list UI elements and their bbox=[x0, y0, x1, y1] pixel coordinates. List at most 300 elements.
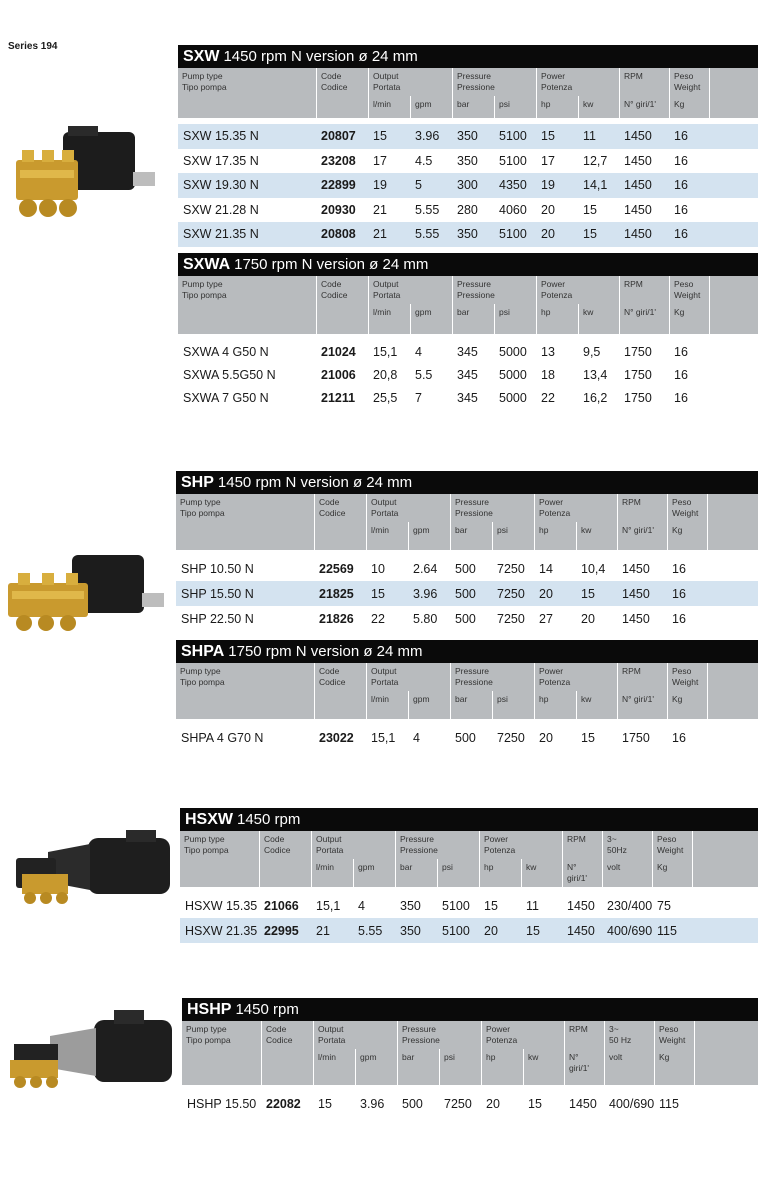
header-pump bbox=[176, 663, 314, 691]
header-code-line: Codice bbox=[264, 845, 291, 855]
header-power-line: Power bbox=[541, 71, 566, 81]
value-cell: 5 bbox=[415, 178, 422, 193]
units-row bbox=[176, 691, 758, 719]
value-cell: 345 bbox=[457, 367, 478, 382]
value-cell: 500 bbox=[455, 611, 476, 626]
header-pump-line: Pump type bbox=[180, 666, 221, 676]
table-row bbox=[178, 363, 758, 386]
header-code-line: Codice bbox=[319, 677, 346, 687]
header-pressure bbox=[450, 663, 534, 691]
unit-label: kw bbox=[578, 96, 619, 118]
header-output-line: Output bbox=[316, 834, 342, 844]
value-cell: 1750 bbox=[624, 367, 652, 382]
header-code-line: Codice bbox=[266, 1035, 293, 1045]
header-pump bbox=[180, 831, 259, 859]
value-cell: 400/690 bbox=[609, 1096, 654, 1111]
unit-label: kw bbox=[576, 691, 617, 719]
unit-label: N° giri/1' bbox=[619, 96, 669, 118]
shp-table bbox=[176, 471, 758, 631]
header-power-line: Power bbox=[539, 497, 564, 507]
value-cell: 2.64 bbox=[413, 561, 438, 576]
header-pump-line: Pump type bbox=[182, 71, 223, 81]
code-cell: 21825 bbox=[319, 586, 354, 601]
pump-type-cell: SXWA 7 G50 N bbox=[183, 390, 269, 405]
header-output bbox=[368, 276, 452, 304]
table-row bbox=[178, 124, 758, 149]
unit-label: hp bbox=[534, 522, 576, 550]
table-row bbox=[176, 556, 758, 581]
value-cell: 15,1 bbox=[371, 730, 396, 745]
header-volt bbox=[604, 1021, 654, 1049]
value-cell: 16 bbox=[674, 153, 688, 168]
code-cell: 21826 bbox=[319, 611, 354, 626]
hsxw-table bbox=[180, 808, 758, 943]
header-weight-line: Peso bbox=[659, 1024, 679, 1034]
units-blank bbox=[180, 859, 259, 887]
units-blank bbox=[316, 96, 368, 118]
code-cell: 23208 bbox=[321, 153, 356, 168]
header-pressure bbox=[397, 1021, 481, 1049]
header-pump-line: Tipo pompa bbox=[182, 82, 227, 92]
header-weight bbox=[654, 1021, 694, 1049]
unit-label: bar bbox=[395, 859, 437, 887]
value-cell: 1450 bbox=[622, 586, 650, 601]
header-power bbox=[534, 494, 617, 522]
header-output-line: Output bbox=[371, 497, 397, 507]
value-cell: 15 bbox=[583, 202, 597, 217]
header-weight-line: Weight bbox=[672, 508, 699, 518]
value-cell: 20 bbox=[484, 923, 498, 938]
value-cell: 11 bbox=[526, 898, 539, 913]
table-row bbox=[178, 173, 758, 198]
header-pump-line: Tipo pompa bbox=[180, 677, 225, 687]
value-cell: 15 bbox=[581, 586, 595, 601]
unit-label: hp bbox=[536, 96, 578, 118]
value-cell: 7 bbox=[415, 390, 422, 405]
unit-label: gpm bbox=[408, 691, 450, 719]
header-code bbox=[314, 494, 366, 522]
pump-shp-image bbox=[2, 545, 167, 645]
header-rpm bbox=[564, 1021, 604, 1049]
pump-type-cell: SXW 15.35 N bbox=[183, 129, 259, 144]
code-cell: 23022 bbox=[319, 730, 354, 745]
unit-label: l/min bbox=[311, 859, 353, 887]
value-cell: 1450 bbox=[624, 178, 652, 193]
header-weight-line: Weight bbox=[657, 845, 684, 855]
header-pressure-line: Pressione bbox=[400, 845, 438, 855]
table-row bbox=[176, 606, 758, 631]
header-pressure-line: Pressione bbox=[457, 82, 495, 92]
section-title-model: SXWA bbox=[183, 256, 231, 273]
unit-label: gpm bbox=[410, 96, 452, 118]
pump-type-cell: SXW 17.35 N bbox=[183, 153, 259, 168]
table-header bbox=[178, 68, 758, 96]
value-cell: 12,7 bbox=[583, 153, 608, 168]
table-row bbox=[180, 893, 758, 918]
value-cell: 7250 bbox=[444, 1096, 472, 1111]
value-cell: 19 bbox=[373, 178, 387, 193]
header-code-line: Code bbox=[321, 71, 342, 81]
unit-label: hp bbox=[481, 1049, 523, 1085]
header-power bbox=[534, 663, 617, 691]
unit-label: volt bbox=[602, 859, 652, 887]
value-cell: 1750 bbox=[622, 730, 650, 745]
header-code-line: Code bbox=[321, 279, 342, 289]
table-row bbox=[180, 918, 758, 943]
header-pump-line: Pump type bbox=[180, 497, 221, 507]
value-cell: 15 bbox=[541, 129, 555, 144]
value-cell: 3.96 bbox=[360, 1096, 385, 1111]
unit-label: bar bbox=[452, 304, 494, 334]
table-row bbox=[178, 198, 758, 223]
value-cell: 1450 bbox=[622, 611, 650, 626]
section-title-model: SXW bbox=[183, 48, 220, 65]
value-cell: 16 bbox=[674, 390, 688, 405]
header-power-line: Power bbox=[541, 279, 566, 289]
unit-label: bar bbox=[450, 691, 492, 719]
header-pressure-line: Pressione bbox=[457, 290, 495, 300]
value-cell: 10 bbox=[371, 561, 385, 576]
value-cell: 1450 bbox=[567, 923, 595, 938]
header-pressure-line: Pressure bbox=[455, 666, 490, 676]
table-header bbox=[180, 831, 758, 859]
units-blank bbox=[261, 1049, 313, 1085]
header-power bbox=[481, 1021, 564, 1049]
unit-label: bar bbox=[450, 522, 492, 550]
unit-label: Kg bbox=[667, 691, 707, 719]
header-code bbox=[259, 831, 311, 859]
header-volt-line: 50Hz bbox=[607, 845, 627, 855]
header-output-line: Output bbox=[318, 1024, 344, 1034]
value-cell: 5.80 bbox=[413, 611, 438, 626]
header-rpm-line: RPM bbox=[622, 497, 641, 507]
sxwa-title bbox=[178, 253, 758, 276]
unit-label: l/min bbox=[368, 304, 410, 334]
header-power-line: Potenza bbox=[541, 290, 573, 300]
unit-label: gpm bbox=[410, 304, 452, 334]
unit-label: psi bbox=[492, 691, 534, 719]
header-pump-line: Tipo pompa bbox=[184, 845, 229, 855]
value-cell: 16 bbox=[674, 227, 688, 242]
value-cell: 16 bbox=[672, 611, 686, 626]
header-weight bbox=[669, 276, 709, 304]
value-cell: 3.96 bbox=[413, 586, 438, 601]
table-row bbox=[178, 386, 758, 409]
units-filler bbox=[709, 96, 758, 118]
header-code bbox=[316, 68, 368, 96]
units-row bbox=[178, 96, 758, 118]
value-cell: 350 bbox=[400, 923, 421, 938]
value-cell: 19 bbox=[541, 178, 555, 193]
unit-label: psi bbox=[439, 1049, 481, 1085]
value-cell: 4 bbox=[415, 344, 422, 359]
code-cell: 22995 bbox=[264, 923, 299, 938]
value-cell: 1450 bbox=[624, 153, 652, 168]
code-cell: 20930 bbox=[321, 202, 356, 217]
header-power-line: Potenza bbox=[539, 677, 571, 687]
unit-label: bar bbox=[452, 96, 494, 118]
header-output bbox=[368, 68, 452, 96]
units-blank bbox=[182, 1049, 261, 1085]
header-power-line: Power bbox=[486, 1024, 511, 1034]
header-output bbox=[313, 1021, 397, 1049]
header-weight-line: Weight bbox=[672, 677, 699, 687]
header-filler bbox=[694, 1021, 758, 1049]
header-filler bbox=[709, 276, 758, 304]
header-power-line: Potenza bbox=[541, 82, 573, 92]
header-code-line: Codice bbox=[321, 290, 348, 300]
value-cell: 16 bbox=[674, 367, 688, 382]
units-blank bbox=[178, 96, 316, 118]
value-cell: 3.96 bbox=[415, 129, 440, 144]
value-cell: 22 bbox=[371, 611, 385, 626]
value-cell: 345 bbox=[457, 344, 478, 359]
header-output-line: Output bbox=[373, 71, 399, 81]
units-row bbox=[178, 304, 758, 334]
header-pressure-line: Pressure bbox=[402, 1024, 437, 1034]
header-code-line: Codice bbox=[321, 82, 348, 92]
value-cell: 400/690 bbox=[607, 923, 652, 938]
table-row bbox=[178, 149, 758, 174]
value-cell: 16 bbox=[672, 586, 686, 601]
pump-type-cell: HSXW 15.35 bbox=[185, 898, 258, 913]
header-filler bbox=[709, 68, 758, 96]
units-filler bbox=[692, 859, 758, 887]
header-power-line: Potenza bbox=[484, 845, 516, 855]
units-filler bbox=[707, 691, 758, 719]
header-filler bbox=[707, 663, 758, 691]
header-power-line: Power bbox=[539, 666, 564, 676]
header-output bbox=[366, 663, 450, 691]
value-cell: 16 bbox=[674, 202, 688, 217]
code-cell: 22082 bbox=[266, 1096, 301, 1111]
header-weight-line: Peso bbox=[657, 834, 677, 844]
value-cell: 230/400 bbox=[607, 898, 652, 913]
header-pump-line: Tipo pompa bbox=[186, 1035, 231, 1045]
code-cell: 22569 bbox=[319, 561, 354, 576]
value-cell: 17 bbox=[373, 153, 387, 168]
value-cell: 4060 bbox=[499, 202, 527, 217]
value-cell: 27 bbox=[539, 611, 553, 626]
value-cell: 5000 bbox=[499, 367, 527, 382]
sxw-title bbox=[178, 45, 758, 68]
header-output bbox=[366, 494, 450, 522]
sxwa-table bbox=[178, 253, 758, 409]
unit-label: psi bbox=[492, 522, 534, 550]
header-power bbox=[479, 831, 562, 859]
section-title-spec: 1750 rpm N version ø 24 mm bbox=[228, 643, 423, 660]
code-cell: 21211 bbox=[321, 390, 356, 405]
value-cell: 1450 bbox=[569, 1096, 597, 1111]
header-pressure-line: Pressure bbox=[457, 71, 492, 81]
header-output-line: Portata bbox=[316, 845, 344, 855]
header-volt bbox=[602, 831, 652, 859]
header-power-line: Potenza bbox=[486, 1035, 518, 1045]
value-cell: 20 bbox=[541, 227, 555, 242]
value-cell: 20 bbox=[539, 586, 553, 601]
value-cell: 500 bbox=[455, 730, 476, 745]
table-header bbox=[176, 494, 758, 522]
value-cell: 16,2 bbox=[583, 390, 608, 405]
shpa-table bbox=[176, 640, 758, 750]
header-weight-line: Peso bbox=[672, 666, 692, 676]
unit-label: psi bbox=[494, 304, 536, 334]
value-cell: 5000 bbox=[499, 390, 527, 405]
value-cell: 21 bbox=[373, 227, 387, 242]
units-blank bbox=[314, 522, 366, 550]
unit-label: N° giri/1' bbox=[617, 691, 667, 719]
header-power bbox=[536, 68, 619, 96]
value-cell: 14,1 bbox=[583, 178, 608, 193]
table-row bbox=[176, 581, 758, 606]
unit-label: kw bbox=[521, 859, 562, 887]
section-title-model: HSHP bbox=[187, 1001, 232, 1018]
section-title-spec: 1450 rpm bbox=[235, 1001, 299, 1018]
header-weight-line: Peso bbox=[674, 279, 694, 289]
header-output-line: Output bbox=[373, 279, 399, 289]
value-cell: 20,8 bbox=[373, 367, 398, 382]
header-code-line: Code bbox=[266, 1024, 287, 1034]
header-volt-line: 50 Hz bbox=[609, 1035, 632, 1045]
header-output bbox=[311, 831, 395, 859]
units-blank bbox=[314, 691, 366, 719]
section-title-model: HSXW bbox=[185, 811, 233, 828]
section-title-spec: 1450 rpm N version ø 24 mm bbox=[223, 48, 418, 65]
value-cell: 21 bbox=[373, 202, 387, 217]
value-cell: 18 bbox=[541, 367, 555, 382]
unit-label: hp bbox=[534, 691, 576, 719]
pump-type-cell: SXWA 4 G50 N bbox=[183, 344, 269, 359]
section-title-model: SHP bbox=[181, 474, 214, 491]
value-cell: 17 bbox=[541, 153, 555, 168]
header-pressure bbox=[450, 494, 534, 522]
header-output-line: Portata bbox=[318, 1035, 346, 1045]
pump-sxw-image bbox=[8, 120, 158, 235]
value-cell: 4.5 bbox=[415, 153, 433, 168]
header-weight-line: Peso bbox=[674, 71, 694, 81]
pump-hshp-image bbox=[6, 1010, 178, 1100]
header-pump bbox=[182, 1021, 261, 1049]
header-weight-line: Weight bbox=[674, 290, 701, 300]
value-cell: 4 bbox=[413, 730, 420, 745]
header-pump bbox=[178, 68, 316, 96]
code-cell: 21066 bbox=[264, 898, 299, 913]
units-row bbox=[180, 859, 758, 887]
value-cell: 300 bbox=[457, 178, 478, 193]
units-filler bbox=[709, 304, 758, 334]
unit-label: Kg bbox=[652, 859, 692, 887]
value-cell: 16 bbox=[672, 730, 686, 745]
header-weight-line: Weight bbox=[674, 82, 701, 92]
header-code-line: Code bbox=[319, 497, 340, 507]
unit-label: N° giri/1' bbox=[617, 522, 667, 550]
value-cell: 25,5 bbox=[373, 390, 398, 405]
header-volt-line: 3~ bbox=[609, 1024, 619, 1034]
value-cell: 16 bbox=[674, 344, 688, 359]
code-cell: 22899 bbox=[321, 178, 356, 193]
unit-label: Kg bbox=[654, 1049, 694, 1085]
value-cell: 5000 bbox=[499, 344, 527, 359]
units-filler bbox=[694, 1049, 758, 1085]
header-pump-line: Pump type bbox=[184, 834, 225, 844]
section-title-spec: 1450 rpm N version ø 24 mm bbox=[217, 474, 413, 491]
shpa-title bbox=[176, 640, 758, 663]
unit-label: bar bbox=[397, 1049, 439, 1085]
unit-label: gpm bbox=[408, 522, 450, 550]
value-cell: 15,1 bbox=[373, 344, 398, 359]
unit-label: N° giri/1' bbox=[564, 1049, 604, 1085]
units-row bbox=[176, 522, 758, 550]
header-weight bbox=[669, 68, 709, 96]
value-cell: 345 bbox=[457, 390, 478, 405]
header-weight bbox=[667, 494, 707, 522]
pump-hsxw-image bbox=[8, 828, 178, 913]
header-output-line: Portata bbox=[373, 82, 401, 92]
value-cell: 350 bbox=[457, 153, 478, 168]
header-pressure-line: Pressione bbox=[455, 508, 493, 518]
value-cell: 1450 bbox=[567, 898, 595, 913]
pump-type-cell: SHP 10.50 N bbox=[181, 561, 254, 576]
value-cell: 4350 bbox=[499, 178, 527, 193]
pump-type-cell: HSXW 21.35 bbox=[185, 923, 258, 938]
value-cell: 20 bbox=[541, 202, 555, 217]
value-cell: 75 bbox=[657, 898, 671, 913]
hshp-title bbox=[182, 998, 758, 1021]
header-code bbox=[314, 663, 366, 691]
pump-type-cell: SXWA 5.5G50 N bbox=[183, 367, 276, 382]
header-rpm bbox=[619, 276, 669, 304]
header-pump-line: Pump type bbox=[186, 1024, 227, 1034]
unit-label: N° giri/1' bbox=[619, 304, 669, 334]
header-weight bbox=[652, 831, 692, 859]
units-blank bbox=[176, 691, 314, 719]
pump-type-cell: SXW 21.28 N bbox=[183, 202, 259, 217]
series-label: Series 194 bbox=[8, 41, 58, 52]
value-cell: 500 bbox=[455, 586, 476, 601]
shp-title bbox=[176, 471, 758, 494]
value-cell: 5.55 bbox=[415, 227, 440, 242]
value-cell: 22 bbox=[541, 390, 555, 405]
header-power-line: Power bbox=[484, 834, 509, 844]
value-cell: 15 bbox=[583, 227, 597, 242]
table-row bbox=[182, 1091, 758, 1116]
unit-label: Kg bbox=[667, 522, 707, 550]
value-cell: 7250 bbox=[497, 611, 525, 626]
value-cell: 1450 bbox=[624, 227, 652, 242]
hshp-table bbox=[182, 998, 758, 1116]
value-cell: 5.5 bbox=[415, 367, 433, 382]
header-code bbox=[316, 276, 368, 304]
value-cell: 1750 bbox=[624, 390, 652, 405]
value-cell: 9,5 bbox=[583, 344, 601, 359]
header-weight-line: Weight bbox=[659, 1035, 686, 1045]
pump-type-cell: SHPA 4 G70 N bbox=[181, 730, 264, 745]
units-blank bbox=[316, 304, 368, 334]
value-cell: 5100 bbox=[442, 898, 470, 913]
value-cell: 15 bbox=[371, 586, 385, 601]
header-pressure-line: Pressure bbox=[400, 834, 435, 844]
value-cell: 15,1 bbox=[316, 898, 341, 913]
header-rpm bbox=[617, 494, 667, 522]
value-cell: 11 bbox=[583, 129, 596, 144]
value-cell: 15 bbox=[528, 1096, 542, 1111]
value-cell: 500 bbox=[455, 561, 476, 576]
value-cell: 5.55 bbox=[358, 923, 383, 938]
value-cell: 15 bbox=[526, 923, 540, 938]
value-cell: 1450 bbox=[624, 129, 652, 144]
hsxw-title bbox=[180, 808, 758, 831]
code-cell: 20808 bbox=[321, 227, 356, 242]
